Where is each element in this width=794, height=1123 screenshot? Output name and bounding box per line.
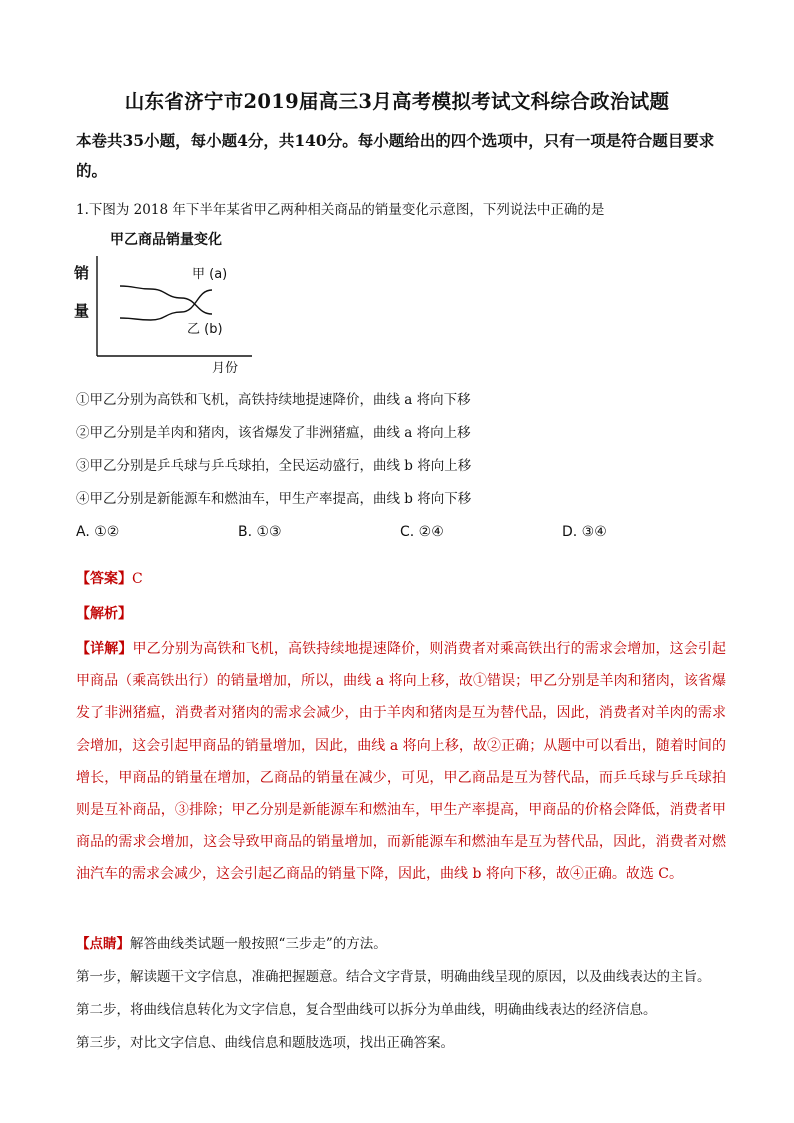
detail-text: 甲乙分别为高铁和飞机，高铁持续地提速降价，则消费者对乘高铁出行的需求会增加，这会引起甲商品（乘高铁出行）的销量增加，所以，曲线 a 将向上移，故①错误；甲乙分别是羊肉和猪肉，该省爆发了非洲猪瘟，消费者对猪肉的需求会减少，由于羊肉和猪肉是互为替代品，因此，消费者对羊肉的需求会增加，这会引起甲商品的销量增加，因此，曲线 a 将向上移，故②正确；从题中可以看出，随着时间的增长，甲商品的销量在增加，乙商品的销量在减少，可见，甲乙商品是互为替代品，而乒乓球与乒乓球拍则是互补商品，③排除；甲乙分别是新能源车和燃油车，甲生产率提高，甲商品的价格会降低，消费者甲商品的需求会增加，这会导致甲商品的销量增加，而新能源车和燃油车是互为替代品，因此，消费者对燃油汽车的需求会减少，这会引起乙商品的销量下降，因此，曲线 b 将向下移，故④正确。故选 C。 [76, 641, 727, 883]
tip-text: 解答曲线类试题一般按照“三步走”的方法。 [130, 936, 387, 952]
sales-chart [72, 226, 272, 380]
question-stem: 1.下图为 2018 年下半年某省甲乙两种相关商品的销量变化示意图，下列说法中正确的是 [76, 202, 605, 218]
chart-title: 甲乙商品销量变化 [110, 232, 222, 248]
chart-series-line-a [120, 290, 212, 320]
tip-step-3: 第三步，对比文字信息、曲线信息和题肢选项，找出正确答案。 [76, 1035, 454, 1051]
answer-line [76, 568, 143, 588]
choice-b: B. ①③ [238, 524, 282, 540]
option-2: ②甲乙分别是羊肉和猪肉，该省爆发了非洲猪瘟，曲线 a 将向上移 [76, 425, 471, 441]
answer-label: 【答案】 [76, 571, 132, 587]
chart-legend-b: 乙 (b) [187, 322, 223, 337]
option-4: ④甲乙分别是新能源车和燃油车，甲生产率提高，曲线 b 将向下移 [76, 491, 472, 507]
analysis-label: 【解析】 [76, 606, 132, 622]
answer-value: C [132, 571, 143, 587]
option-1: ①甲乙分别为高铁和飞机，高铁持续地提速降价，曲线 a 将向下移 [76, 392, 471, 408]
page-title: 山东省济宁市2019届高三3月高考模拟考试文科综合政治试题 [124, 90, 670, 113]
tip-step-2: 第二步，将曲线信息转化为文字信息，复合型曲线可以拆分为单曲线，明确曲线表达的经济信息。 [76, 1002, 657, 1018]
tip-label: 【点睛】 [76, 936, 130, 952]
exam-instructions: 本卷共35小题，每小题4分，共140分。每小题给出的四个选项中，只有一项是符合题目要求的。 [76, 131, 715, 180]
tip-line [76, 932, 736, 952]
option-3: ③甲乙分别是乒乓球与乒乓球拍，全民运动盛行，曲线 b 将向上移 [76, 458, 472, 474]
choice-a: A. ①② [76, 524, 120, 540]
chart-ylabel-bottom: 量 [74, 302, 90, 320]
choice-c: C. ②④ [400, 524, 444, 540]
chart-xlabel: 月份 [212, 361, 239, 376]
chart-legend-a: 甲 (a) [192, 267, 228, 282]
tip-step-1: 第一步，解读题干文字信息，准确把握题意。结合文字背景，明确曲线呈现的原因，以及曲线表达的主旨。 [76, 969, 711, 985]
sales-chart-svg [72, 226, 272, 376]
detail-paragraph [76, 633, 726, 891]
choice-d: D. ③④ [562, 524, 607, 540]
chart-ylabel-top: 销 [74, 264, 90, 282]
detail-label: 【详解】 [76, 641, 133, 657]
